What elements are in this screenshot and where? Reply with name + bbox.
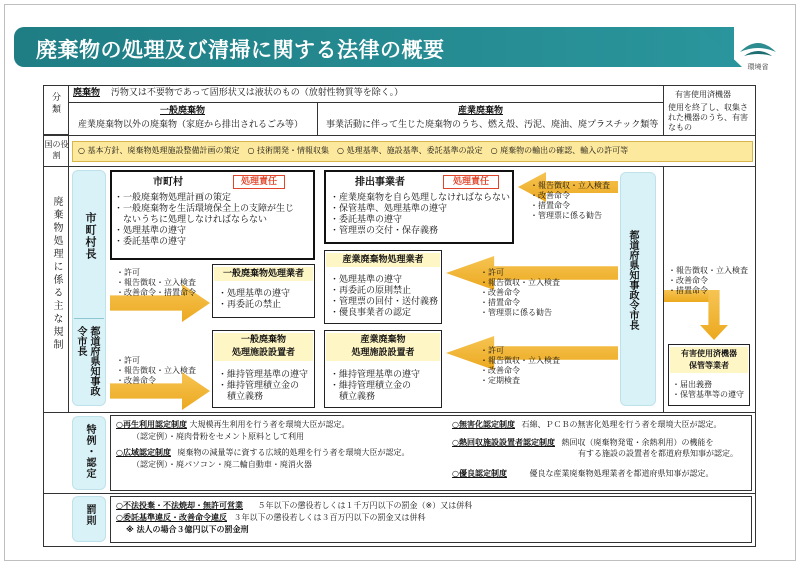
duty-line: ・保管基準、処理基準の遵守 xyxy=(330,204,448,214)
penalty-label: 罰則 xyxy=(84,504,95,526)
waste-label: 廃棄物 xyxy=(73,88,101,98)
divider xyxy=(74,318,104,319)
item-desc: 廃棄物の減量等に資する広域的処理を行う者を環境大臣が認定。 xyxy=(177,448,410,457)
power-line: ・定期検査 xyxy=(480,376,520,385)
duty-line: ・届出義務 xyxy=(672,380,712,389)
power-line: ・管理票に係る勧告 xyxy=(530,211,602,220)
power-line: ・報告徴収・立入検査 xyxy=(116,366,196,375)
duty-line: ・委託基準の遵守 xyxy=(330,215,403,225)
duty-line: ・処理基準の遵守 xyxy=(218,289,291,299)
power-line: ・措置命令 xyxy=(668,286,708,295)
municipality-powers xyxy=(116,268,196,298)
item-name: ○優良認定制度 xyxy=(452,469,507,478)
duty-line: ないうちに処理しなければならない xyxy=(114,215,268,225)
power-line: ・許可 xyxy=(116,268,140,277)
duty-line: ・処理基準の遵守 xyxy=(114,226,187,236)
emitter-responsibility-badge: 処理責任 xyxy=(443,175,499,189)
power-line: ・許可 xyxy=(116,356,140,365)
divider xyxy=(43,166,756,167)
harmful-keeper-duties xyxy=(672,380,744,400)
municipality-duties xyxy=(114,193,294,248)
duty-line: ・再委託の禁止 xyxy=(218,300,282,310)
item-desc: 石綿、ＰＣＢの無害化処理を行う者を環境大臣が認定。 xyxy=(521,420,722,429)
title-line: 有害使用済機器 xyxy=(681,349,737,358)
duty-line: ・維持管理積立金の xyxy=(330,381,412,391)
industrial-facility-title xyxy=(326,333,440,361)
penalty-line-1 xyxy=(116,501,472,511)
page-title: 廃棄物の処理及び清掃に関する法律の概要 xyxy=(36,38,445,62)
title-line: 処理施設設置者 xyxy=(231,348,295,358)
item-desc: 優良な産業廃棄物処理業者を都道府県知事が認定。 xyxy=(529,469,714,478)
duty-line: ・維持管理積立金の xyxy=(218,381,300,391)
power-line: ・改善命令 xyxy=(116,376,156,385)
prefecture-city-powers xyxy=(116,356,196,386)
municipality-responsibility-badge: 処理責任 xyxy=(233,175,285,189)
item-desc: 大規模再生利用を行う者を環境大臣が認定。 xyxy=(189,420,350,429)
duty-line: ・管理票の交付・保存義務 xyxy=(330,226,439,236)
industrial-waste-desc: 事業活動に伴って生じた廃棄物のうち、燃え殻、汚泥、廃油、廃プラスチック類等 xyxy=(326,120,659,130)
divider xyxy=(43,412,756,413)
divider xyxy=(43,493,756,494)
emitter-powers xyxy=(530,181,610,221)
power-line: ・報告徴収・立入検査 xyxy=(668,266,748,275)
industrial-waste-title: 産業廃棄物 xyxy=(458,106,504,116)
duty-line: ・管理票の回付・送付義務 xyxy=(330,297,439,307)
duty-line: ・産業廃棄物を自ら処理しなければならない xyxy=(330,193,511,203)
special-item-heat xyxy=(452,438,714,448)
title-line: 保管等業者 xyxy=(689,361,729,370)
power-line: ・措置命令 xyxy=(530,201,570,210)
governor-label: 都道府県知事政令市長 xyxy=(627,230,638,330)
power-line: ・改善命令 xyxy=(480,288,520,297)
general-processor-title: 一般廃棄物処理業者 xyxy=(214,267,313,281)
general-waste-desc: 産業廃棄物以外の廃棄物（家庭から排出されるごみ等） xyxy=(78,120,304,130)
penalty-desc: ３年以下の懲役若しくは３百万円以下の罰金又は併科 xyxy=(233,513,426,522)
duty-line: ・一般廃棄物処理計画の策定 xyxy=(114,193,232,203)
power-line: ・改善命令 xyxy=(530,191,570,200)
penalty-name: ○委託基準違反・改善命令違反 xyxy=(116,513,227,522)
prefecture-city-label: 都道府県知事政令市長 xyxy=(75,326,99,396)
waste-definition-line xyxy=(73,88,403,99)
power-line: ・改善命令・措置命令 xyxy=(116,288,196,297)
harmful-device-desc: 使用を終了し、収集された機器のうち、有害なもの xyxy=(668,103,748,132)
special-item-wide-area-example: （認定例）・廃パソコン・廃二輪自動車・廃消火器 xyxy=(132,460,312,469)
penalty-note: ※ 法人の場合３億円以下の罰金刑 xyxy=(126,525,249,534)
general-facility-duties xyxy=(218,370,308,403)
special-item-excellent xyxy=(452,469,714,479)
divider xyxy=(663,166,664,412)
special-label: 特例・認定 xyxy=(84,424,95,479)
ministry-name: 環境省 xyxy=(747,63,769,71)
duty-line: ・再委託の原則禁止 xyxy=(330,286,412,296)
processor-powers xyxy=(480,268,560,318)
power-line: ・管理票に係る勧告 xyxy=(480,308,552,317)
industrial-processor-title: 産業廃棄物処理業者 xyxy=(326,253,440,267)
divider xyxy=(317,102,318,135)
divider xyxy=(43,135,756,136)
power-line: ・改善命令 xyxy=(668,276,708,285)
industrial-processor-duties xyxy=(330,275,438,319)
duty-line: 積立義務 xyxy=(330,392,376,402)
penalty-name: ○不法投棄・不法焼却・無許可営業 xyxy=(116,501,243,510)
emitter-duties xyxy=(330,193,510,237)
power-line: ・報告徴収・立入検査 xyxy=(480,278,560,287)
duty-line: ・委託基準の遵守 xyxy=(114,237,187,247)
special-item-heat-desc2: 有する施設の設置者を都道府県知事が認定。 xyxy=(578,449,738,458)
power-line: ・報告徴収・立入検査 xyxy=(480,356,560,365)
power-line: ・報告徴収・立入検査 xyxy=(116,278,196,287)
item-name: ○無害化認定制度 xyxy=(452,420,515,429)
duty-line: ・維持管理基準の遵守 xyxy=(330,370,421,380)
duty-line: ・保管基準等の遵守 xyxy=(672,390,744,399)
item-desc: 熱回収（廃棄物発電・余熱利用）の機能を xyxy=(561,438,714,447)
facility-powers xyxy=(480,346,560,386)
ministry-logo-icon xyxy=(736,30,780,66)
power-line: ・報告徴収・立入検査 xyxy=(530,181,610,190)
duty-line: ・一般廃棄物を生活環境保全上の支障が生じ xyxy=(114,204,295,214)
special-item-recycling-example: （認定例）・廃肉骨粉をセメント原料として利用 xyxy=(132,432,304,441)
title-line: 産業廃棄物 xyxy=(360,335,406,345)
emitter-box-title: 排出事業者 xyxy=(355,177,405,188)
title-line: 一般廃棄物 xyxy=(240,335,286,345)
national-role-items: ○ 基本方針、廃棄物処理施設整備計画の策定 ○ 技術開発・情報収集 ○ 処理基準、施設基準、委託基準の設定 ○ 廃棄物の輸出の確認、輸入の許可等 xyxy=(78,146,629,155)
duty-line: ・処理基準の遵守 xyxy=(330,275,403,285)
general-waste-title: 一般廃棄物 xyxy=(160,106,206,116)
power-line: ・許可 xyxy=(480,268,504,277)
harmful-powers xyxy=(668,266,748,296)
power-line: ・許可 xyxy=(480,346,504,355)
divider xyxy=(69,102,663,103)
municipality-box-title: 市町村 xyxy=(153,177,183,188)
harmful-keeper-title xyxy=(670,347,748,373)
special-item-detox xyxy=(452,420,722,430)
general-processor-duties xyxy=(218,289,290,311)
national-label: 国の役割 xyxy=(44,140,69,160)
main-regulation-label: 廃棄物処理に係る主な規制 xyxy=(51,196,62,352)
general-facility-title xyxy=(214,333,313,361)
duty-line: 積立義務 xyxy=(218,392,264,402)
duty-line: ・維持管理基準の遵守 xyxy=(218,370,309,380)
industrial-facility-duties xyxy=(330,370,420,403)
power-line: ・改善命令 xyxy=(480,366,520,375)
penalty-line-2 xyxy=(116,513,426,523)
duty-line: ・優良事業者の認定 xyxy=(330,308,412,318)
classification-label: 分類 xyxy=(50,92,60,116)
item-name: ○広域認定制度 xyxy=(116,448,171,457)
penalty-desc: ５年以下の懲役若しくは１千万円以下の罰金（※）又は併科 xyxy=(257,501,473,510)
power-line: ・措置命令 xyxy=(480,298,520,307)
item-name: ○熱回収施設設置者認定制度 xyxy=(452,438,555,447)
title-line: 処理施設設置者 xyxy=(351,348,415,358)
municipality-head-label: 市町村長 xyxy=(84,212,97,260)
item-name: ○再生利用認定制度 xyxy=(116,420,187,429)
harmful-device-title: 有害使用済機器 xyxy=(675,90,731,99)
special-item-recycling xyxy=(116,420,350,430)
special-item-wide-area xyxy=(116,448,410,458)
divider xyxy=(663,85,664,135)
waste-definition: 汚物又は不要物であって固形状又は液状のもの（放射性物質等を除く。） xyxy=(110,88,404,98)
